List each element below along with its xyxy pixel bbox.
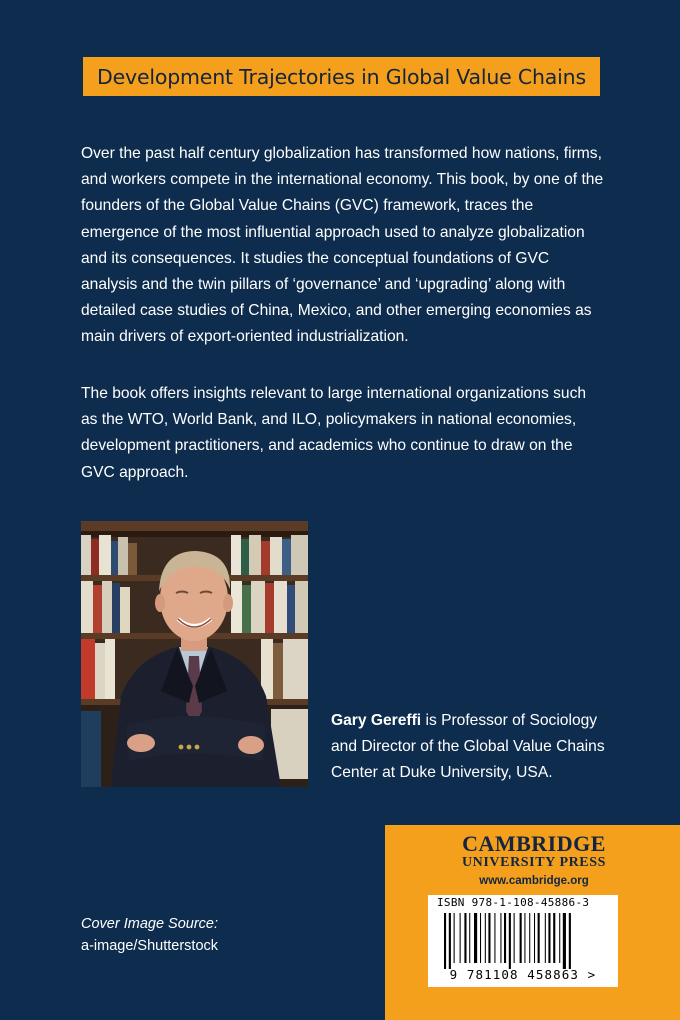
publisher-name: CAMBRIDGE — [462, 831, 606, 856]
barcode-bar — [444, 913, 446, 969]
isbn-digits: 9 781108 458863 > — [449, 967, 597, 982]
barcode-bar — [469, 913, 470, 963]
barcode-bar — [504, 913, 506, 963]
barcode-bar — [534, 913, 535, 963]
barcode-bar — [569, 913, 571, 969]
title-band — [83, 57, 600, 96]
description-paragraph-1: Over the past half century globalization has transformed how nations, firms, and workers compete in the international economy. This book, by one of the founders of the Global Value Chains (GVC) framework, traces the emergence of the most influential approach used to analyze globalization and its consequences. It studies the conceptual foundations of GVC analysis and the twin pillars of ‘governance’ and ‘upgrading’ along with detailed case studies of China, Mexico, and other emerging economies as main drivers of export-oriented industrialization. — [81, 145, 604, 346]
barcode-bar — [563, 913, 566, 969]
barcode-bar — [553, 913, 555, 963]
isbn-label: ISBN 978-1-108-45886-3 — [437, 896, 590, 909]
barcode-bar — [460, 913, 461, 963]
barcode-bar — [559, 913, 560, 963]
author-name: Gary Gereffi — [331, 712, 422, 729]
publisher-subtitle: UNIVERSITY PRESS — [461, 855, 607, 870]
barcode-bar — [454, 913, 455, 963]
description-paragraph-2: The book offers insights relevant to large international organizations such as the WTO, World Bank, and ILO, policymakers in national economies, development practitioners, and academics who continue to draw on the GVC approach. — [81, 385, 587, 481]
publisher-url: www.cambridge.org — [479, 875, 589, 887]
barcode-bar — [545, 913, 546, 963]
barcode-bar — [500, 913, 501, 963]
barcode-bar — [464, 913, 466, 963]
book-title: Development Trajectories in Global Value Chains — [97, 64, 586, 89]
barcode-bar — [480, 913, 481, 963]
barcode-bar — [524, 913, 525, 963]
barcode-bar — [449, 913, 451, 969]
barcode-bar — [474, 913, 477, 963]
barcode-bar — [485, 913, 486, 963]
cover-credit-source: a-image/Shutterstock — [81, 938, 219, 954]
barcode-bar — [488, 913, 490, 963]
barcode-bar — [529, 913, 530, 963]
author-bio — [331, 708, 611, 786]
barcode-bar — [548, 913, 550, 963]
barcode-bar — [494, 913, 495, 963]
barcode-bar — [514, 913, 515, 963]
cover-credit-label: Cover Image Source: — [81, 916, 219, 932]
cover-credit — [81, 913, 218, 957]
author-photo — [81, 521, 308, 787]
barcode-bar — [538, 913, 540, 963]
author-bio-text: is Professor of Sociology and Director of the Global Value Chains Center at Duke University, USA. — [331, 712, 605, 781]
barcode-bar — [520, 913, 522, 963]
barcode-bar — [509, 913, 511, 969]
